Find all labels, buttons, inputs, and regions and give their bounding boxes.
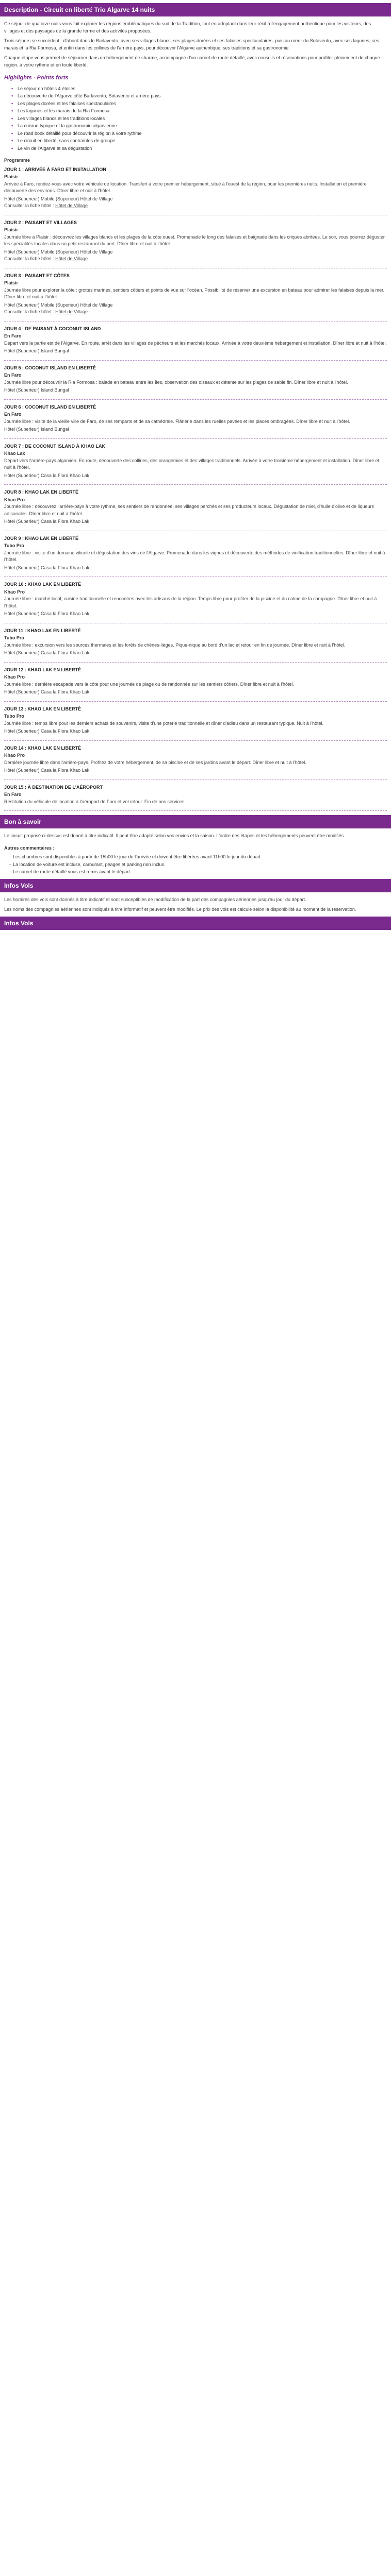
day-divider [4,662,387,663]
programme-day [4,535,387,572]
day-location: Khao Pro [4,753,25,758]
programme-day [4,166,387,210]
highlight-item [11,100,387,108]
day-title: JOUR 5 : COCONUT ISLAND EN LIBERTÉ [4,365,96,370]
day-title: JOUR 9 : KHAO LAK EN LIBERTÉ [4,535,79,541]
day-divider [4,779,387,780]
day-hotel-link-row [4,256,387,263]
programme-day [4,784,387,806]
day-divider [4,399,387,400]
programme-day [4,667,387,696]
highlight-text: Le vin de l'Algarve et sa dégustation [18,145,92,151]
intro-paragraph-1: Ce séjour de quatorze nuits vous fait explorer les régions emblématiques du sud de la Tradition, tout en adoptant dans leur récit à l'engagement authentique pour les visiteurs, des villages et des paysages de la grande ferme et des activités proposées. [4,21,371,33]
day-hotel: Hôtel (Superieur) Casa la Flora Khao Lak [4,611,90,616]
day-divider [4,360,387,361]
hotel-link[interactable]: Hôtel de Village [55,203,88,208]
bon-savoir-intro: Le circuit proposé ci-dessus est donné à titre indicatif. Il peut être adapté selon vos envies et la saison. L'ordre des étapes et les hébergements peuvent être modifiés. [4,833,345,838]
highlight-item [11,108,387,115]
day-title: JOUR 10 : KHAO LAK EN LIBERTÉ [4,582,82,587]
day-hotel: Hôtel (Superieur) Island Bungal [4,348,69,353]
dash-icon: - [9,869,11,874]
highlight-text: Le circuit en liberté, sans contraintes de groupe [18,138,116,143]
day-title: JOUR 11 : KHAO LAK EN LIBERTÉ [4,628,81,633]
hotel-link[interactable]: Hôtel de Village [55,309,88,314]
day-divider [4,484,387,485]
programme-day [4,365,387,394]
day-hotel-link-row [4,202,387,210]
day-location: En Faro [4,792,22,797]
day-description: Journée libre : découvrez l'arrière-pays à votre rythme, ses sentiers de randonnée, ses villages perchés et ses producteurs locaux. Dégustation de miel, d'huile d'olive et de liqueurs artisanales. Dîner libre et nuit à l'hôtel. [4,504,374,516]
bullet-icon: • [11,130,13,136]
comment-item [9,869,387,876]
bon-savoir-header: Bon à savoir [0,815,391,828]
programme-day [4,219,387,263]
programme-day [4,489,387,526]
programme-day [4,628,387,657]
day-title: JOUR 13 : KHAO LAK EN LIBERTÉ [4,706,82,711]
day-hotel: Hôtel (Superieur) Casa la Flora Khao Lak [4,650,90,655]
bullet-icon: • [11,123,13,128]
day-location: En Faro [4,333,22,338]
highlight-text: Le road book détaillé pour découvrir la région à votre rythme [18,130,142,136]
infos-vols-content [0,896,391,913]
day-hotel-link-prefix: Consulter la fiche hôtel : [4,203,54,208]
day-hotel: Hôtel (Superieur) Mobile (Superieur) Hôtel de Village [4,302,113,308]
day-description: Journée libre : visite d'un domaine viticole et dégustation des vins de l'Algarve. Promenade dans les vignes et découverte des méthodes de vinification traditionnelles. Dîner libre et nuit à l'hôtel. [4,550,385,562]
day-hotel: Hôtel (Superieur) Casa la Flora Khao Lak [4,689,90,694]
highlight-text: Les villages blancs et les traditions locales [18,115,105,121]
day-hotel: Hôtel (Superieur) Casa la Flora Khao Lak [4,519,90,524]
highlight-item [11,138,387,145]
day-hotel: Hôtel (Superieur) Casa la Flora Khao Lak [4,728,90,734]
day-description: Départ vers l'arrière-pays algarvien. En route, découverte des collines, des orangeraies et des villages traditionnels. Arrivée à votre troisième hébergement et installation. Dîner libre et nuit à l'hôtel. [4,457,380,470]
highlight-text: Les plages dorées et les falaises spectaculaires [18,100,116,106]
highlights-list [11,86,387,152]
day-location: Plaisir [4,227,19,232]
page [0,3,391,955]
day-divider [4,740,387,741]
bullet-icon: • [11,108,13,113]
day-description: Journée libre : dernière escapade vers la côte pour une journée de plage ou de randonnée sur les sentiers côtiers. Dîner libre et nuit à l'hôtel. [4,681,295,687]
day-title: JOUR 8 : KHAO LAK EN LIBERTÉ [4,489,79,495]
highlight-text: Les lagunes et les marais de la Ria Formosa [18,108,110,113]
day-description: Journée libre à Plaisir : découvrez les villages blancs et les plages de la côte ouest. Promenade le long des falaises et baignade dans les criques abritées. Le soir, vous pourrez déguster les spécialités locales dans un petit restaurant du port. Dîner libre et nuit à l'hôtel. [4,234,385,246]
day-title: JOUR 4 : DE PAISANT À COCONUT ISLAND [4,326,101,331]
day-location: Khao Lak [4,451,25,456]
highlight-item [11,130,387,138]
day-hotel: Hôtel (Superieur) Casa la Flora Khao Lak [4,768,90,773]
infos-vols-header-bottom: Infos Vols [0,917,391,930]
day-location: Khao Pro [4,497,25,502]
day-divider [4,438,387,439]
day-location: Khao Pro [4,674,25,680]
day-hotel: Hôtel (Superieur) Island Bungal [4,387,69,393]
day-hotel: Hôtel (Superieur) Island Bungal [4,427,69,432]
dash-icon: - [9,861,11,867]
infos-vols-header: Infos Vols [0,879,391,892]
bullet-icon: • [11,145,13,151]
day-title: JOUR 14 : KHAO LAK EN LIBERTÉ [4,745,82,751]
day-location: Plaisir [4,174,19,179]
programme-day [4,581,387,618]
bullet-icon: • [11,93,13,98]
programme-day [4,326,387,355]
programme-days [4,166,387,811]
highlight-item [11,115,387,123]
day-location: En Faro [4,372,22,378]
comment-text: Les chambres sont disponibles à partir de 15h00 le jour de l'arrivée et doivent être libérées avant 11h00 le jour du départ. [13,854,262,859]
programme-day [4,443,387,480]
comment-item [9,861,387,869]
day-title: JOUR 6 : COCONUT ISLAND EN LIBERTÉ [4,404,96,410]
highlight-item [11,93,387,100]
day-hotel-link-prefix: Consulter la fiche hôtel : [4,309,54,314]
day-description: Journée libre : visite de la vieille ville de Faro, de ses remparts et de sa cathédrale. Flânerie dans les ruelles pavées et les places ombragées. Dîner libre et nuit à l'hôtel. [4,418,350,424]
infos-vols-paragraph-2: Les noms des compagnies aériennes sont indiqués à titre informatif et peuvent être modifiés. Le prix des vols est calculé selon la disponibilité au moment de la réservation. [4,907,356,912]
day-description: Arrivée à Faro, rendez-vous avec votre véhicule de location. Transfert à votre premier hébergement, situé à l'ouest de la région, pour les premières nuits. Installation et première découverte des environs. Dîner libre et nuit à l'hôtel. [4,181,367,193]
comment-text: Le carnet de route détaillé vous est remis avant le départ. [13,869,132,874]
day-location: En Faro [4,412,22,417]
intro-paragraph-2: Trois séjours se succèdent : d'abord dans le Barlavento, avec ses villages blancs, ses plages dorées et ses falaises spectaculaires, puis au cœur du Sotavento, avec ses lagunes, ses marais et la Ria Formosa, et enfin dans les collines de l'arrière-pays, pour découvrir l'Algarve authentique, ses traditions et sa gastronomie. [4,38,379,50]
highlight-text: La cuisine typique et la gastronomie algarvienne [18,123,117,128]
day-description: Départ vers la partie est de l'Algarve. En route, arrêt dans les villages de pêcheurs et les marchés locaux. Arrivée à votre deuxième hébergement et installation. Dîner libre et nuit à l'hôtel. [4,340,387,346]
programme-title: Programme [4,158,30,163]
day-divider [4,701,387,702]
description-content [0,21,391,811]
day-location: Khao Pro [4,589,25,595]
day-hotel: Hôtel (Superieur) Casa la Flora Khao Lak [4,565,90,570]
day-title: JOUR 15 : À DESTINATION DE L'AÉROPORT [4,784,103,790]
infos-vols-paragraph-1: Les horaires des vols sont donnés à titre indicatif et sont susceptibles de modification de la part des compagnies aériennes jusqu'au jour du départ. [4,896,306,902]
highlight-item [11,123,387,130]
day-location: Tubo Pro [4,635,24,640]
day-title: JOUR 7 : DE COCONUT ISLAND À KHAO LAK [4,443,106,449]
day-description: Journée libre pour découvrir la Ria Formosa : balade en bateau entre les îles, observation des oiseaux et détente sur les plages de sable fin. Dîner libre et nuit à l'hôtel. [4,379,348,385]
autres-commentaires-list [9,854,387,876]
highlights-heading: Highlights - Points forts [4,75,69,81]
highlight-text: La découverte de l'Algarve côté Barlavento, Sotavento et arrière-pays [18,93,161,98]
autres-commentaires-title: Autres commentaires : [4,845,55,851]
day-description: Journée libre : excursion vers les sources thermales et les forêts de chênes-lièges. Pique-nique au bord d'un lac et retour en fin de journée. Dîner libre et nuit à l'hôtel. [4,642,346,648]
hotel-link[interactable]: Hôtel de Village [55,256,88,261]
day-description: Restitution du véhicule de location à l'aéroport de Faro et vol retour. Fin de nos services. [4,799,186,804]
day-hotel-link-row [4,309,387,316]
bullet-icon: • [11,100,13,106]
highlight-text: Le séjour en hôtels 4 étoiles [18,86,76,91]
day-description: Journée libre : temps libre pour les derniers achats de souvenirs, visite d'une poterie traditionnelle et dîner d'adieu dans un restaurant typique. Nuit à l'hôtel. [4,720,324,726]
comment-item [9,854,387,861]
day-title: JOUR 2 : PAISANT ET VILLAGES [4,219,77,225]
day-description: Journée libre pour explorer la côte : grottes marines, sentiers côtiers et points de vue sur l'océan. Possibilité de réserver une excursion en bateau pour admirer les falaises depuis la mer. Dîner libre et nuit à l'hôtel. [4,287,385,299]
bon-savoir-content [0,833,391,876]
day-location: Plaisir [4,280,19,285]
day-divider [4,810,387,811]
day-title: JOUR 12 : KHAO LAK EN LIBERTÉ [4,667,82,672]
dash-icon: - [9,854,11,859]
programme-day [4,404,387,433]
programme-day [4,273,387,316]
bullet-icon: • [11,115,13,121]
day-title: JOUR 1 : ARRIVÉE À FARO ET INSTALLATION [4,166,106,172]
day-location: Tubo Pro [4,714,24,719]
intro-paragraph-3: Chaque étape vous permet de séjourner dans un hébergement de charme, accompagné d'un carnet de route détaillé, avec conseils et réservations pour profiter pleinement de chaque région, à votre rythme et en toute liberté. [4,55,380,67]
comment-text: La location de voiture est incluse, carburant, péages et parking non inclus. [13,861,166,867]
programme-day [4,706,387,735]
day-location: Tubo Pro [4,543,24,548]
day-hotel: Hôtel (Superieur) Mobile (Superieur) Hôtel de Village [4,196,113,201]
highlight-item [11,145,387,152]
highlight-item [11,86,387,93]
programme-day [4,745,387,774]
day-description: Journée libre : marché local, cuisine traditionnelle et rencontres avec les artisans de la région. Temps libre pour profiter de la piscine et du calme de la campagne. Dîner libre et nuit à l'hôtel. [4,596,377,608]
day-description: Dernière journée libre dans l'arrière-pays. Profitez de votre hébergement, de sa piscine et de ses jardins avant le départ. Dîner libre et nuit à l'hôtel. [4,759,306,765]
day-hotel: Hôtel (Superieur) Casa la Flora Khao Lak [4,472,90,478]
description-header: Description - Circuit en liberté Trio Algarve 14 nuits [0,3,391,16]
day-hotel-link-prefix: Consulter la fiche hôtel : [4,256,54,261]
day-hotel: Hôtel (Superieur) Mobile (Superieur) Hôtel de Village [4,249,113,255]
bullet-icon: • [11,86,13,91]
day-title: JOUR 3 : PAISANT ET CÔTES [4,273,70,278]
bullet-icon: • [11,138,13,143]
